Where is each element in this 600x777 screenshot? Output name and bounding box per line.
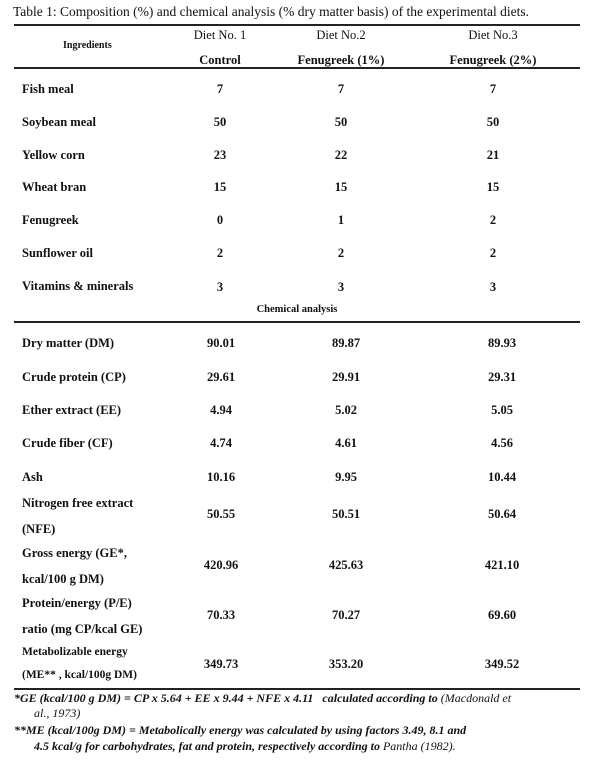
cell-value: 4.56 — [491, 436, 513, 450]
diet-1-number: Diet No. 1 — [193, 28, 247, 42]
footnote-me-text: 4.5 kcal/g for carbohydrates, fat and protein, respectively according to — [34, 739, 380, 753]
cell-value: 22 — [334, 148, 348, 162]
diet-2-name: Fenugreek (1%) — [297, 53, 385, 67]
cell-value: 7 — [489, 82, 497, 96]
diet-3-name: Fenugreek (2%) — [449, 53, 537, 67]
footnote-me-line2 — [34, 739, 456, 754]
row-label: Wheat bran — [22, 180, 87, 194]
row-label: Soybean meal — [22, 115, 96, 129]
cell-value: 0 — [216, 213, 224, 227]
row-label-line2: kcal/100 g DM) — [22, 572, 104, 586]
row-label-line2: ratio (mg CP/kcal GE) — [22, 622, 143, 636]
row-label: Ash — [22, 470, 43, 484]
cell-value: 89.93 — [487, 336, 517, 350]
row-label: Ether extract (EE) — [22, 403, 122, 417]
cell-value: 50 — [334, 115, 348, 129]
cell-value: 50.64 — [487, 507, 517, 521]
cell-value: 50 — [213, 115, 227, 129]
diet-2-number: Diet No.2 — [316, 28, 366, 42]
cell-value: 15 — [486, 180, 500, 194]
footnote-ge — [14, 691, 511, 706]
footnote-ge-calc: calculated according to — [322, 691, 438, 705]
row-label: Fish meal — [22, 82, 74, 96]
cell-value: 70.27 — [331, 608, 361, 622]
table-title: Table 1: Composition (%) and chemical analysis (% dry matter basis) of the experimental diets. — [13, 4, 530, 19]
cell-value: 9.95 — [335, 470, 357, 484]
cell-value: 50 — [486, 115, 500, 129]
cell-value: 3 — [337, 280, 345, 294]
cell-value: 15 — [213, 180, 227, 194]
cell-value: 23 — [213, 148, 227, 162]
cell-value: 90.01 — [206, 336, 236, 350]
cell-value: 89.87 — [331, 336, 361, 350]
chemical-analysis-header: Chemical analysis — [256, 304, 338, 315]
row-label-line2: (ME** , kcal/100g DM) — [22, 669, 137, 681]
row-label: Crude protein (CP) — [22, 370, 126, 384]
row-label: Yellow corn — [22, 148, 85, 162]
footnote-me-ref: Pantha (1982). — [382, 739, 456, 753]
row-label: Fenugreek — [22, 213, 79, 227]
cell-value: 349.52 — [484, 657, 520, 671]
cell-value: 50.55 — [206, 507, 236, 521]
bottom-rule — [14, 688, 580, 690]
footnote-me-line1: **ME (kcal/100g DM) = Metabolically energy was calculated by using factors 3.49, 8.1 and — [14, 723, 467, 737]
cell-value: 7 — [216, 82, 224, 96]
cell-value: 15 — [334, 180, 348, 194]
cell-value: 349.73 — [203, 657, 239, 671]
ingredients-header: Ingredients — [63, 40, 112, 51]
cell-value: 69.60 — [487, 608, 517, 622]
cell-value: 421.10 — [484, 558, 520, 572]
cell-value: 5.02 — [335, 403, 357, 417]
chemical-rule — [14, 321, 580, 323]
cell-value: 2 — [489, 213, 497, 227]
cell-value: 10.16 — [206, 470, 236, 484]
footnote-ge-ref-cont: al., 1973) — [34, 706, 81, 720]
row-label: Crude fiber (CF) — [22, 436, 113, 450]
cell-value: 3 — [216, 280, 224, 294]
diet-1-name: Control — [199, 53, 241, 67]
row-label: Dry matter (DM) — [22, 336, 115, 350]
cell-value: 4.94 — [210, 403, 232, 417]
cell-value: 21 — [486, 148, 500, 162]
cell-value: 29.31 — [487, 370, 517, 384]
row-label-line1: Protein/energy (P/E) — [22, 596, 132, 610]
top-rule — [14, 24, 580, 26]
cell-value: 70.33 — [206, 608, 236, 622]
row-label: Vitamins & minerals — [22, 279, 134, 293]
cell-value: 4.61 — [335, 436, 357, 450]
cell-value: 50.51 — [331, 507, 361, 521]
cell-value: 1 — [337, 213, 345, 227]
row-label-line2: (NFE) — [22, 522, 56, 536]
diet-3-number: Diet No.3 — [468, 28, 518, 42]
row-label-line1: Gross energy (GE*, — [22, 546, 127, 560]
row-label-line1: Metabolizable energy — [22, 646, 128, 658]
cell-value: 29.61 — [206, 370, 236, 384]
cell-value: 425.63 — [328, 558, 364, 572]
cell-value: 420.96 — [203, 558, 239, 572]
cell-value: 29.91 — [331, 370, 361, 384]
cell-value: 5.05 — [491, 403, 513, 417]
row-label-line1: Nitrogen free extract — [22, 496, 134, 510]
cell-value: 10.44 — [487, 470, 517, 484]
footnote-ge-formula: *GE (kcal/100 g DM) = CP x 5.64 + EE x 9.44 + NFE x 4.11 — [14, 691, 314, 705]
cell-value: 2 — [489, 246, 497, 260]
cell-value: 3 — [489, 280, 497, 294]
cell-value: 353.20 — [328, 657, 364, 671]
cell-value: 7 — [337, 82, 345, 96]
cell-value: 2 — [216, 246, 224, 260]
row-label: Sunflower oil — [22, 246, 93, 260]
footnote-ge-ref: (Macdonald et — [440, 691, 512, 705]
cell-value: 2 — [337, 246, 345, 260]
cell-value: 4.74 — [210, 436, 232, 450]
